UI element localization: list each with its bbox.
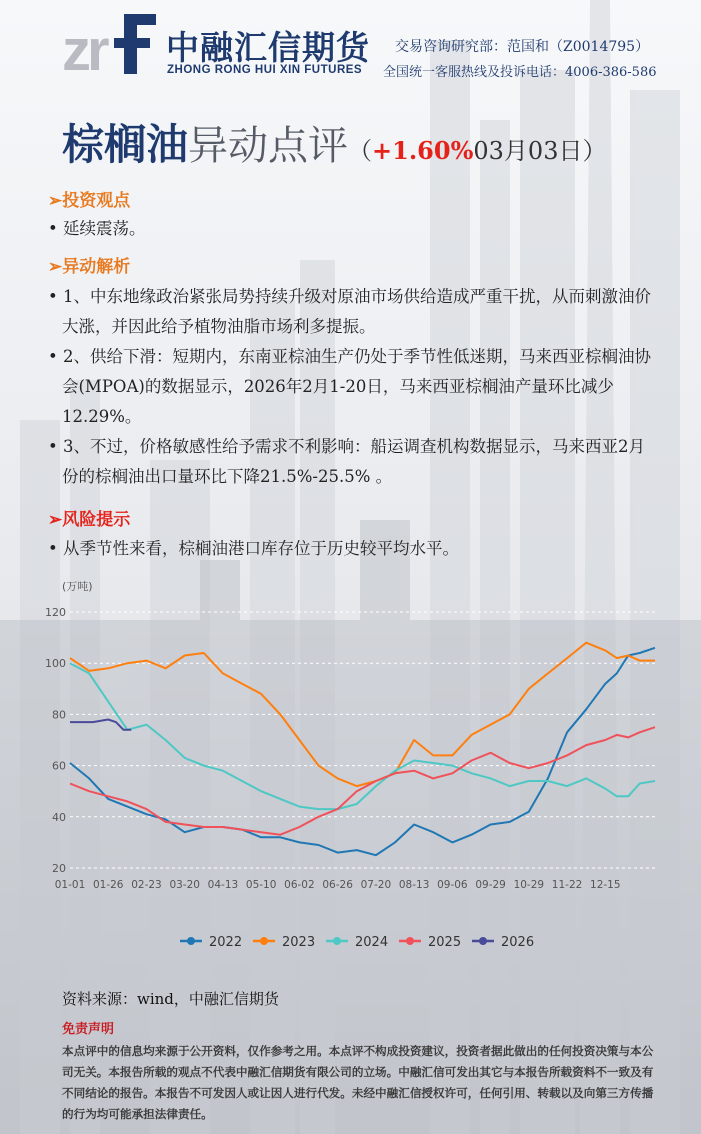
x-tick-label: 12-15 — [590, 879, 621, 891]
y-unit-label: (万吨) — [62, 580, 93, 593]
legend-marker-2025 — [406, 937, 414, 945]
x-tick-label: 09-06 — [437, 879, 468, 891]
legend-label-2022: 2022 — [209, 935, 243, 950]
x-tick-label: 06-26 — [322, 879, 353, 891]
title-date: 03月03日） — [473, 137, 607, 165]
section-title-risk: ➢风险提示 — [48, 510, 131, 530]
x-tick-label: 08-13 — [398, 879, 430, 891]
brand-name-en: ZHONG RONG HUI XIN FUTURES — [167, 64, 363, 76]
legend-marker-2026 — [479, 937, 487, 945]
research-contact: 交易咨询研究部：范国和（Z0014795） — [395, 39, 650, 55]
x-tick-label: 02-23 — [131, 879, 162, 891]
disclaimer-text: 本点评中的信息均来源于公开资料，仅作参考之用。本点评不构成投资建议，投资者据此做出的任何投资决策与本公司无关。本报告所载的观点不代表中融汇信期货有限公司的立场。中融汇信可发出其它与本报告所载资料不一致及有不同结论的报告。本报告不可发因人或让因人进行代发。未经中融汇信授权许可，任何引用、转载以及向第三方传播的行为均可能承担法律责任。 — [62, 1044, 654, 1121]
y-tick-label: 100 — [45, 657, 66, 671]
x-tick-label: 01-26 — [92, 879, 124, 891]
title-kind: 异动点评 — [188, 123, 349, 169]
legend-label-2023: 2023 — [282, 935, 316, 950]
title-paren: （ — [348, 137, 373, 165]
hotline-contact: 全国统一客服热线及投诉电话：4006-386-586 — [383, 65, 657, 80]
series-line-2025 — [70, 727, 655, 835]
x-tick-label: 11-22 — [551, 879, 583, 891]
legend-label-2025: 2025 — [428, 935, 462, 950]
x-tick-label: 04-13 — [207, 879, 239, 891]
series-line-2023 — [70, 643, 655, 786]
series-line-2022 — [70, 648, 655, 855]
y-tick-label: 120 — [45, 606, 66, 619]
y-tick-label: 40 — [52, 810, 66, 824]
y-tick-label: 60 — [52, 759, 66, 773]
risk-text: • 从季节性来看，棕榈油港口库存位于历史较平均水平。 — [48, 539, 459, 558]
x-tick-label: 06-02 — [284, 879, 315, 891]
svg-text:zr: zr — [62, 18, 106, 78]
analysis-item: • 1、中东地缘政治紧张局势持续升级对原油市场供给造成严重干扰，从而刺激油价大涨，并因此给予植物油脂市场利多提振。 — [48, 287, 651, 336]
section-title-analysis: ➢异动解析 — [48, 257, 131, 277]
legend-label-2026: 2026 — [501, 935, 535, 950]
legend-label-2024: 2024 — [355, 935, 389, 950]
section-title-view: ➢投资观点 — [48, 191, 131, 211]
x-tick-label: 05-10 — [245, 879, 277, 891]
title-product: 棕榈油 — [62, 120, 189, 169]
page-title — [62, 112, 606, 172]
disclaimer-title: 免责声明 — [62, 1022, 115, 1037]
x-tick-label: 01-01 — [54, 879, 86, 891]
x-tick-label: 10-29 — [513, 879, 545, 891]
y-tick-label: 20 — [52, 862, 66, 875]
brand-name-cn: 中融汇信期货 — [166, 28, 370, 67]
analysis-list — [48, 282, 658, 492]
legend-marker-2022 — [187, 937, 195, 945]
y-tick-label: 80 — [52, 708, 66, 722]
view-text: • 延续震荡。 — [48, 219, 146, 238]
inventory-line-chart — [40, 570, 680, 970]
analysis-item: • 3、不过，价格敏感性给予需求不利影响：船运调查机构数据显示，马来西亚2月份的棕榈油出口量环比下降21.5%-25.5% 。 — [48, 437, 645, 486]
analysis-item: • 2、供给下滑：短期内，东南亚棕油生产仍处于季节性低迷期，马来西亚棕榈油协会(MPOA)的数据显示，2026年2月1-20日，马来西亚棕榈油产量环比减少12.29%。 — [48, 347, 651, 426]
legend-marker-2024 — [333, 937, 341, 945]
company-logo — [62, 14, 158, 78]
legend-marker-2023 — [260, 937, 268, 945]
x-tick-label: 07-20 — [360, 879, 392, 891]
data-source: 资料来源：wind，中融汇信期货 — [62, 990, 279, 1008]
x-tick-label: 03-20 — [169, 879, 200, 891]
x-tick-label: 09-29 — [475, 879, 506, 891]
title-change: +1.60% — [372, 136, 474, 165]
